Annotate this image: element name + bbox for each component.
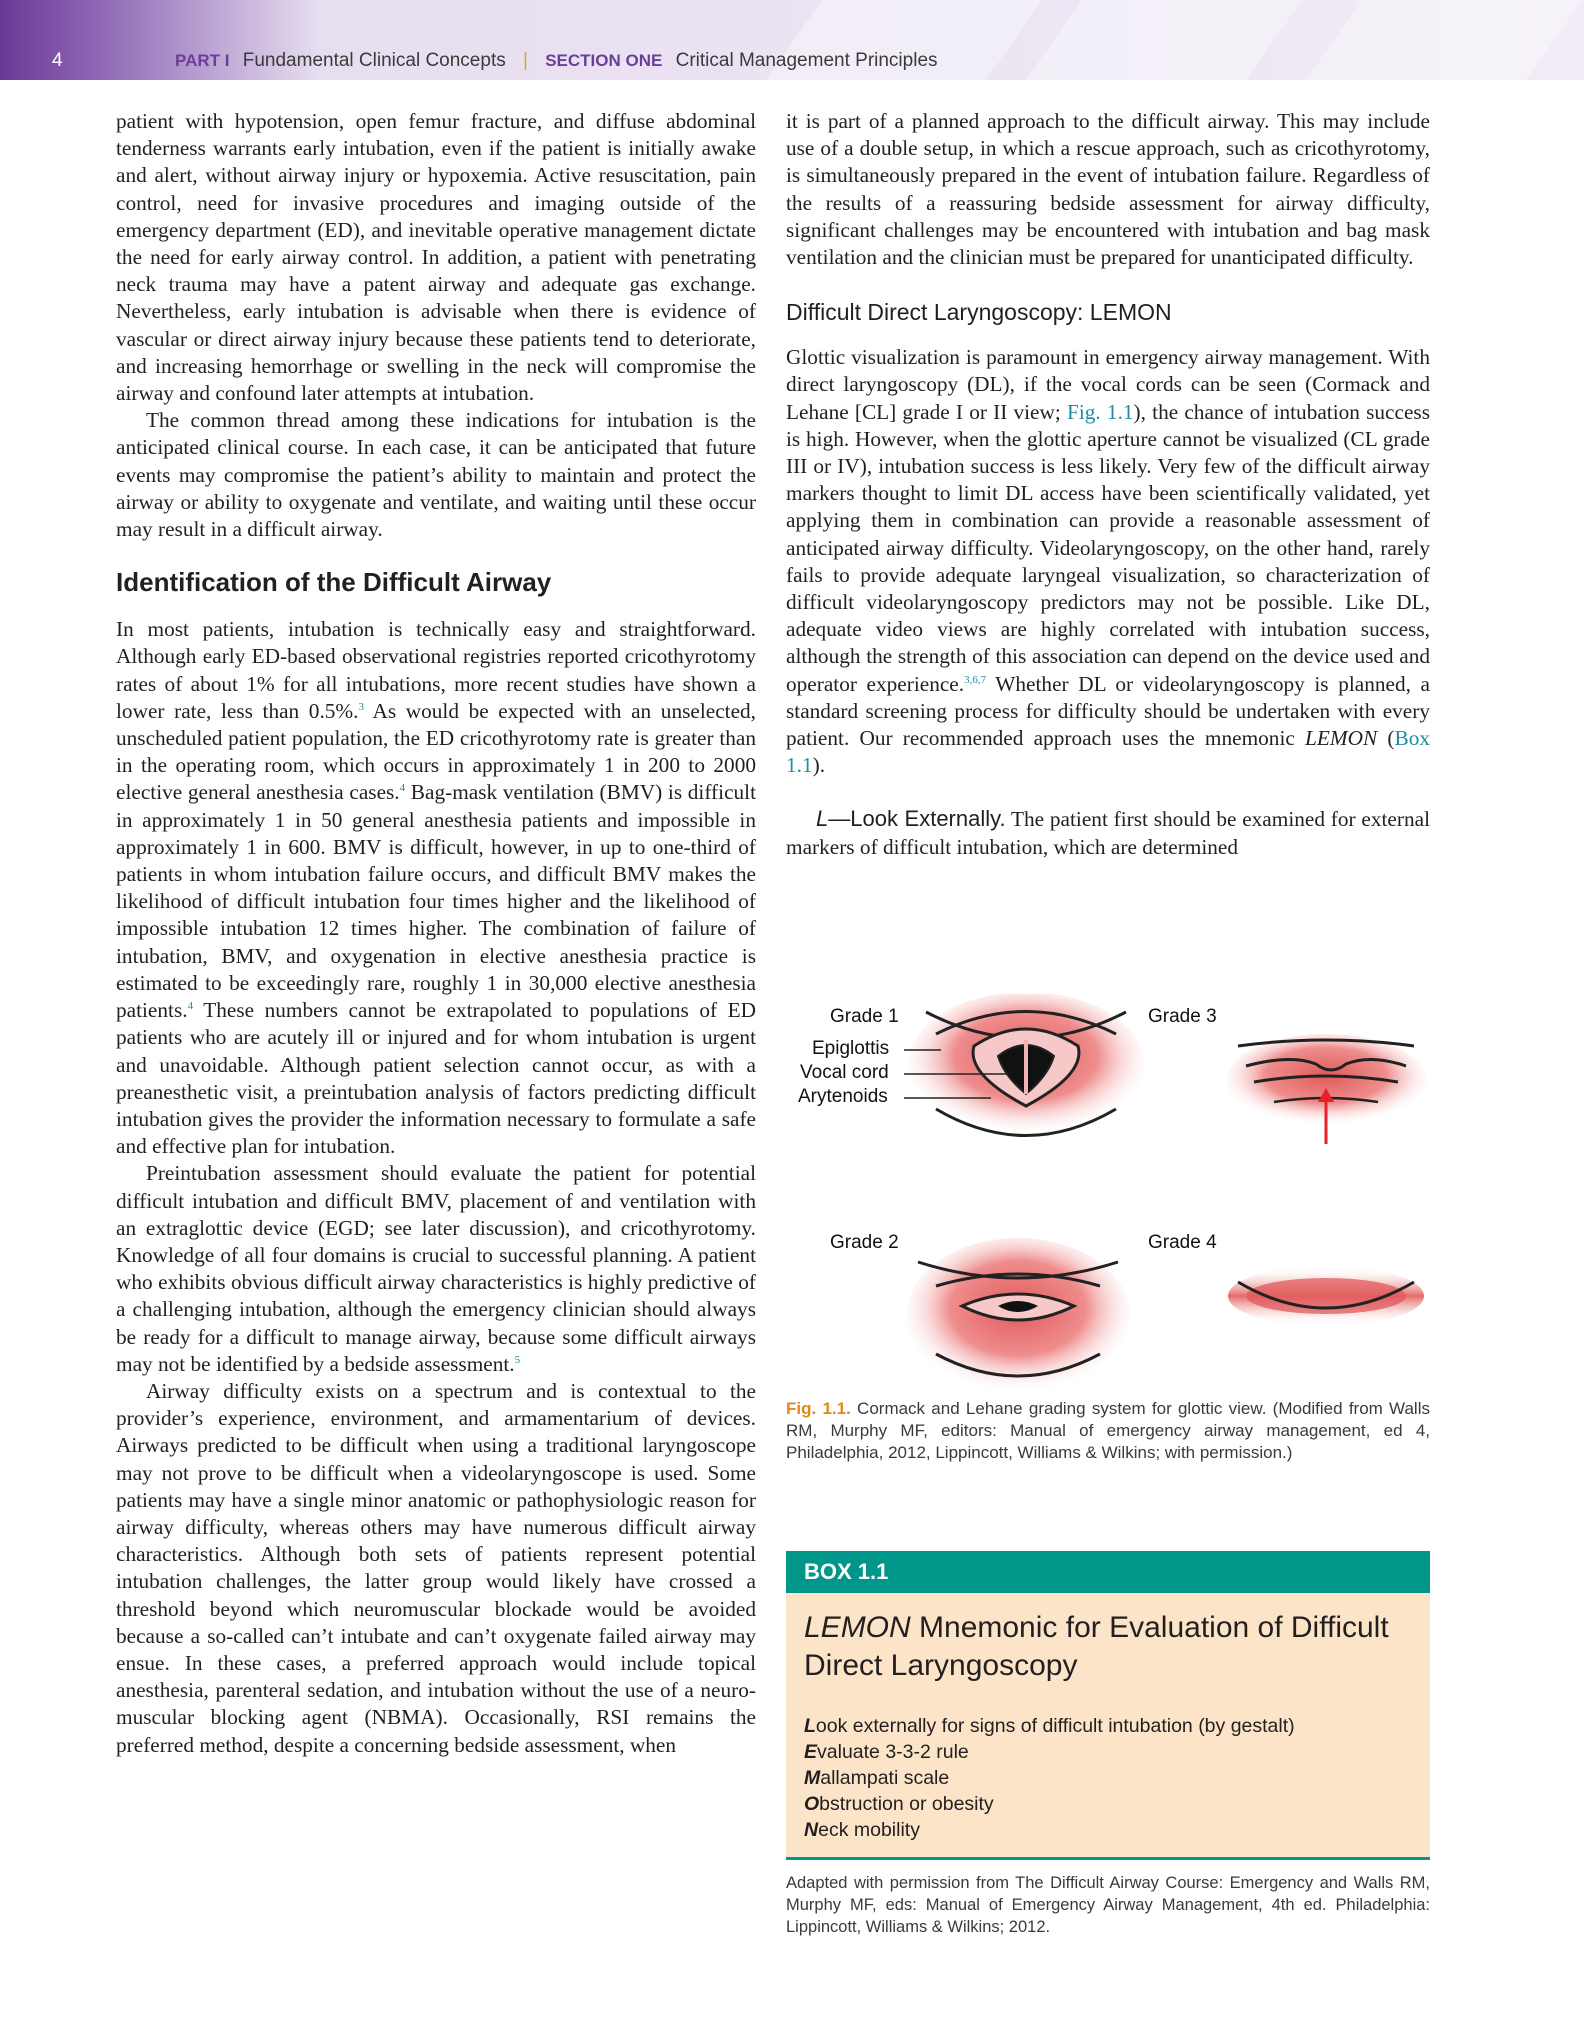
box-link[interactable]: Box 1.1 [786,726,1431,778]
grade-1-label: Grade 1 [830,1006,899,1027]
box-title: LEMON Mnemonic for Evaluation of Difficult Direct Laryngoscopy [804,1611,1389,1682]
section-label: SECTION ONE [545,51,663,70]
paragraph: patient with hypotension, open femur fracture, and diffuse abdominal tenderness warrants early intubation, even if the patient is initially awake and alert, without airway injury or hypoxemia. Active resuscitation, pain control, need for invasive procedures and imaging outside of the emergency department (ED), and inevitable operative management dictate the need for early airway control. In addition, a patient with penetrating neck trauma may have a patent airway and adequate gas exchange. Nevertheless, early intubation is advisable when there is evidence of vascular or direct airway injury because these patients tend to deteriorate, and increasing hemorrhage or swelling in the neck will compromise the airway and confound later attempts at intubation. [116,109,756,406]
box-list-item: Obstruction or obesity [804,1793,994,1815]
part-label: PART I [175,51,230,70]
paragraph: In most patients, intubation is technically easy and straightforward. Although early ED-based observational registries reported cricothyrotomy rates of about 1% for all intubations, more recent studies have shown a lower rate, less than 0.5%.$^3$ As would be expected with an unselected, unscheduled patient population, the ED cricothyrotomy rate is greater than in the operating room, which occurs in approximately 1 in 200 to 2000 elective general anesthesia cases.$^4$ Bag-mask ventilation (BMV) is difficult in approximately 1 in 50 general anesthesia patients and impossible in approximately 1 in 600. BMV is difficult, however, in up to one-third of patients in whom intubation failure occurs, and difficult BMV makes the likelihood of difficult intubation four times higher and the likelihood of impossible intubation 12 times higher. The combination of failure of intubation, BMV, and oxygenation in elective anesthesia practice is estimated to be exceedingly rare, roughly 1 in 30,000 elective anesthesia patients.$^4$ These numbers cannot be extrapolated to populations of ED patients who are acutely ill or injured and for whom intubation is urgent and unavoidable. Although patient selection cannot occur, as with a preanesthetic visit, a preintubation analysis of factors predicting difficult intubation gives the provider the information necessary to formulate a safe and effective plan for intubation. [116,617,757,1159]
figure-cormack-lehane [786,994,1430,1404]
paragraph: L—Look Externally. The patient first should be examined for external markers of difficult intubation, which are determined [786,806,1430,859]
paragraph: Airway difficulty exists on a spectrum and is contextual to the provider’s experience, environment, and armamentarium of devices. Airways predicted to be difficult when using a traditional laryngoscope may not prove to be difficult when a videolaryngoscope is used. Some patients may have a single minor anatomic or pathophysiologic reason for airway difficulty, whereas others may have numerous difficult airway characteristics. Although both sets of patients represent potential intubation challenges, the latter group would likely have crossed a threshold beyond which neuromuscular blockade would be avoided because a so-called can’t intubate and can’t oxygenate failed airway may ensue. In these cases, a preferred approach would include topical anesthesia, parenteral sedation, and intubation without the use of a neuromuscular blocking agent (NBMA). Occasionally, RSI remains the preferred method, despite a concerning bedside assessment, when [116,1378,756,1757]
figure-illustration [786,994,1430,1404]
figure-caption: Fig. 1.1. Cormack and Lehane grading system for glottic view. (Modified from Walls RM, Murphy MF, editors: Manual of emergency airway management, ed 4, Philadelphia, 2012, Lippincott, Williams & Wilkins; with permission.) [786,1399,1430,1462]
grade-4-illustration [1228,1266,1424,1326]
grade-1-illustration [908,994,1144,1136]
section-title: Critical Management Principles [675,50,938,71]
box-footnote: Adapted with permission from The Difficult Airway Course: Emergency and Walls RM, Murphy MF, eds: Manual of Emergency Airway Management, 4th ed. Philadelphia: Lippincott, Williams & Wilkins; 2012. [786,1874,1430,1936]
box-list-item: Neck mobility [804,1819,920,1841]
right-column [786,108,1430,861]
box-list [804,1713,1412,1843]
section-heading: Identification of the Difficult Airway [116,567,552,598]
box-lemon [786,1551,1430,1938]
grade-2-illustration [906,1238,1130,1394]
box-body [786,1593,1430,1860]
box-list-item: Evaluate 3-3-2 rule [804,1741,969,1763]
box-list-item: Look externally for signs of difficult intubation (by gestalt) [804,1715,1295,1737]
header-separator: | [523,50,528,71]
left-column [116,108,756,1759]
paragraph: Preintubation assessment should evaluate the patient for potential difficult intubation and difficult BMV, placement of and ventilation with an extraglottic device (EGD; see later discussion), and cricothyrotomy. Knowledge of all four domains is crucial to successful planning. A patient who exhibits obvious difficult airway characteristics is highly predictive of a challenging intubation, although the emergency clinician should always be ready for a difficult to manage airway, because some difficult airways may not be identified by a bedside assessment.$^5$ [116,1161,756,1376]
subsection-heading: Difficult Direct Laryngoscopy: LEMON [786,299,1172,326]
part-title: Fundamental Clinical Concepts [242,50,506,71]
citation[interactable]: 3 [358,700,364,713]
grade-2-label: Grade 2 [830,1232,899,1253]
figure-number: Fig. 1.1. [786,1399,851,1418]
runin-heading: L—Look Externally. [816,806,1006,832]
citation[interactable]: 4 [399,782,406,795]
arytenoids-label: Arytenoids [798,1086,888,1107]
paragraph: The common thread among these indications for intubation is the anticipated clinical course. In each case, it can be anticipated that future events may compromise the patient’s ability to maintain and protect the airway or ability to oxygenate and ventilate, and waiting until these occur may result in a difficult airway. [116,408,756,542]
citation[interactable]: 5 [514,1353,521,1366]
box-label: BOX 1.1 [786,1551,1430,1593]
grade-3-illustration [1226,1034,1426,1144]
grade-4-label: Grade 4 [1148,1232,1217,1253]
grade-3-label: Grade 3 [1148,1006,1217,1027]
paragraph: Glottic visualization is paramount in emergency airway management. With direct laryngoscopy (DL), if the vocal cords can be seen (Cormack and Lehane [CL] grade I or II view; Fig. 1.1), the chance of intubation success is high. However, when the glottic aperture cannot be visualized (CL grade III or IV), intubation success is less likely. Very few of the difficult airway markers thought to limit DL access have been scientifically validated, yet applying them in combination can provide a reasonable assessment of anticipated airway difficulty. Videolaryngoscopy, on the other hand, rarely fails to provide adequate laryngeal visualization, so characterization of difficult videolaryngoscopy predictors may not be possible. Like DL, adequate video views are highly correlated with intubation success, although the strength of this association can depend on the device used and operator experience.$^{3,6,7}$ Whether DL or videolaryngoscopy is planned, a standard screening process for difficulty should be undertaken with every patient. Our recommended approach uses the mnemonic LEMON (Box 1.1). [786,345,1431,778]
header-decoration [1250,0,1584,80]
page-number: 4 [52,50,63,71]
box-list-item: Mallampati scale [804,1767,950,1789]
vocal-cord-label: Vocal cord [800,1062,889,1083]
running-head [175,50,938,72]
running-header-band [0,0,1584,80]
epiglottis-label: Epiglottis [812,1038,890,1059]
figure-link[interactable]: Fig. 1.1 [1067,399,1134,424]
mnemonic: LEMON [1305,726,1378,751]
citation[interactable]: 4 [187,1000,194,1012]
citation[interactable]: 3,6,7 [964,673,987,686]
paragraph: it is part of a planned approach to the difficult airway. This may include use of a double setup, in which a rescue approach, such as cricothyrotomy, is simultaneously prepared in the event of intubation failure. Regardless of the results of a reassuring bedside assessment for airway difficulty, significant challenges may be encountered with intubation and bag mask ventilation and the clinician must be prepared for unanticipated difficulty. [786,109,1430,270]
